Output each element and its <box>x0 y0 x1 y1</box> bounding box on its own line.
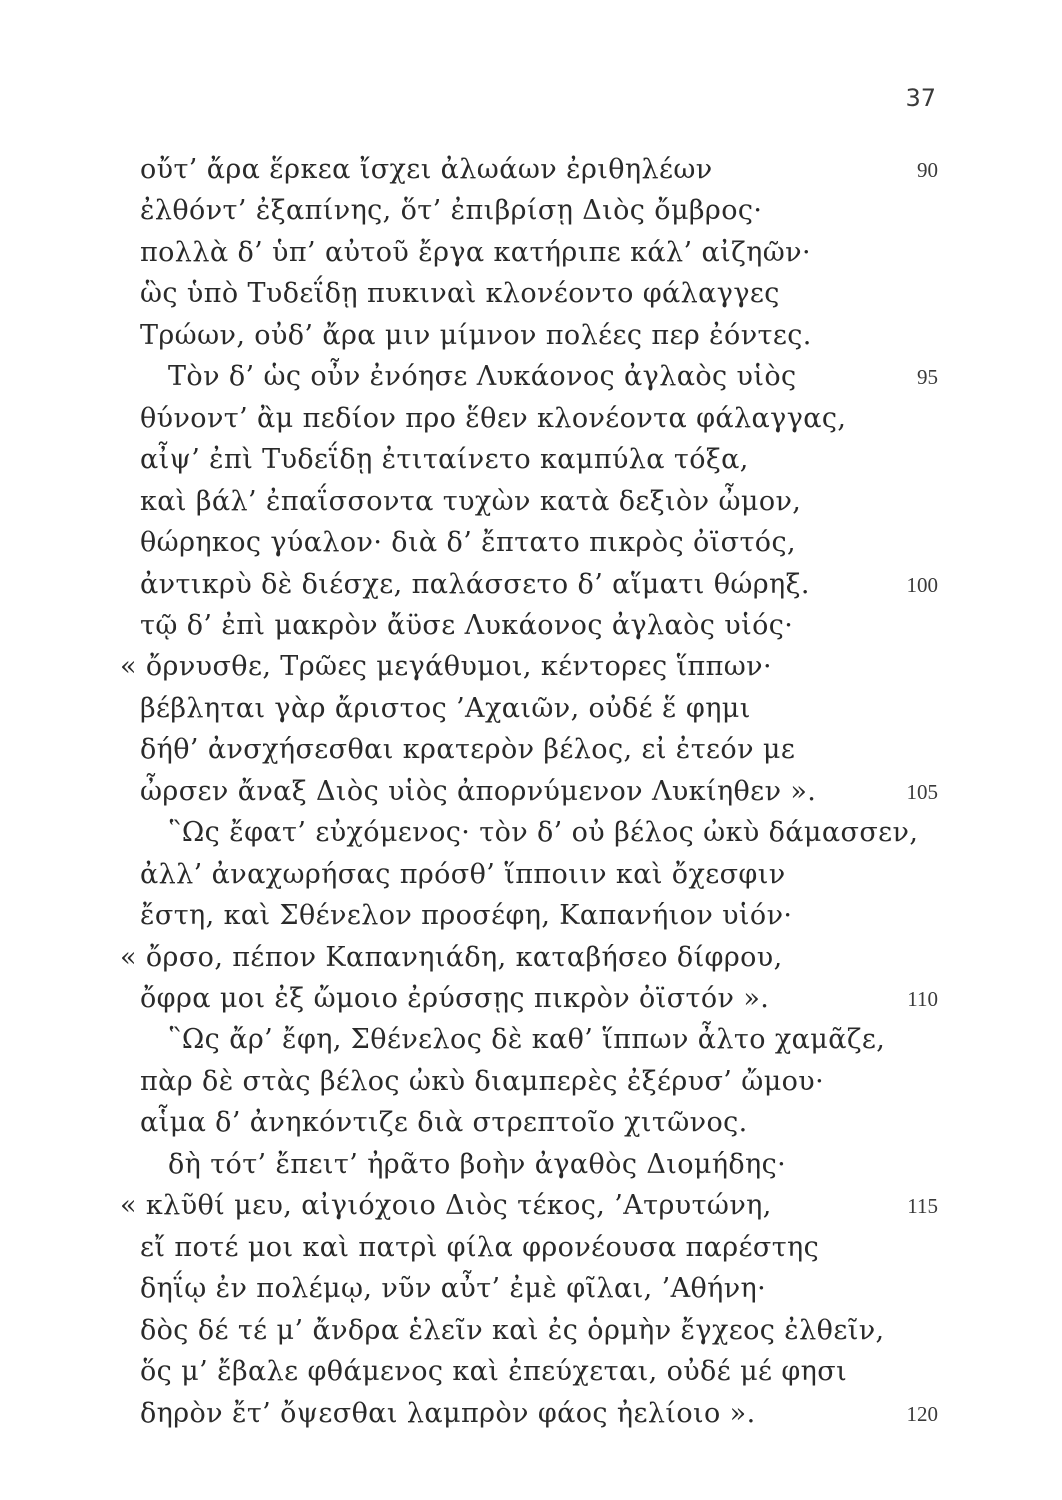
verse-text: ῝Ως ἄρ’ ἔφη, Σθένελος δὲ καθ’ ἵππων ἆλτο χαμᾶζε, <box>168 1024 886 1056</box>
verse-line <box>0 1103 1062 1143</box>
verse-line <box>0 274 1062 314</box>
verse-text: δὴ τότ’ ἔπειτ’ ἠρᾶτο βοὴν ἀγαθὸς Διομήδης· <box>168 1148 787 1180</box>
line-number: 120 <box>906 1401 938 1426</box>
verse-line <box>0 233 1062 273</box>
verse-text: ἔστη, καὶ Σθένελον προσέφη, Καπανήιον υἱόν· <box>140 900 793 932</box>
verse-text: ἐλθόντ’ ἐξαπίνης, ὅτ’ ἐπιβρίσῃ Διὸς ὄμβρος· <box>140 195 763 227</box>
verse-text: Τὸν δ’ ὡς οὖν ἐνόησε Λυκάονος ἀγλαὸς υἱὸς <box>168 361 797 393</box>
verse-line <box>0 896 1062 936</box>
verse-text: ἀλλ’ ἀναχωρήσας πρόσθ’ ἵπποιιν καὶ ὄχεσφιν <box>140 858 786 890</box>
verse-line <box>0 357 1062 397</box>
verse-line <box>0 1394 1062 1434</box>
verse-line <box>0 482 1062 522</box>
verse-line <box>0 191 1062 231</box>
line-number: 105 <box>906 779 938 804</box>
verse-line <box>0 938 1062 978</box>
verse-line <box>0 1269 1062 1309</box>
verse-text: οὔτ’ ἄρα ἕρκεα ἴσχει ἀλωάων ἐριθηλέων <box>140 154 713 185</box>
verse-text: θώρηκος γύαλον· διὰ δ’ ἔπτατο πικρὸς ὀϊστός, <box>140 527 796 559</box>
verse-text: πὰρ δὲ στὰς βέλος ὠκὺ διαμπερὲς ἐξέρυσ’ ὤμου· <box>140 1065 825 1097</box>
verse-text: τῷ δ’ ἐπὶ μακρὸν ἄϋσε Λυκάονος ἀγλαὸς υἱός· <box>140 609 794 641</box>
verse-line <box>0 565 1062 605</box>
verse-text: « κλῦθί μευ, αἰγιόχοιο Διὸς τέκος, ’Ατρυτώνη, <box>120 1190 772 1222</box>
verse-line <box>0 1311 1062 1351</box>
verse-text: πολλὰ δ’ ὑπ’ αὐτοῦ ἔργα κατήριπε κάλ’ αἰζηῶν· <box>140 236 811 268</box>
verse-line <box>0 399 1062 439</box>
line-number: 90 <box>917 158 938 182</box>
verse-text: δηρὸν ἔτ’ ὄψεσθαι λαμπρὸν φάος ἠελίοιο ». <box>140 1397 756 1429</box>
verse-text: βέβληται γὰρ ἄριστος ’Αχαιῶν, οὐδέ ἕ φημι <box>140 692 751 724</box>
verse-text: « ὄρνυσθε, Τρῶες μεγάθυμοι, κέντορες ἵππων· <box>120 651 772 683</box>
verse-text: εἴ ποτέ μοι καὶ πατρὶ φίλα φρονέουσα παρέστης <box>140 1231 820 1263</box>
verse-line <box>0 1228 1062 1268</box>
verse-text: ἀντικρὺ δὲ διέσχε, παλάσσετο δ’ αἵματι θώρηξ. <box>140 568 810 600</box>
verse-line <box>0 440 1062 480</box>
verse-line <box>0 316 1062 356</box>
verse-line <box>0 855 1062 895</box>
verse-line <box>0 979 1062 1019</box>
line-number: 110 <box>907 987 938 1011</box>
line-number: 115 <box>907 1194 938 1219</box>
verse-line <box>0 772 1062 812</box>
verse-line <box>0 689 1062 729</box>
verse-text: καὶ βάλ’ ἐπαΐσσοντα τυχὼν κατὰ δεξιὸν ὦμον, <box>140 485 802 517</box>
verse-text: αἶψ’ ἐπὶ Τυδεΐδῃ ἐτιταίνετο καμπύλα τόξα, <box>140 444 749 476</box>
verse-text: ὅς μ’ ἔβαλε φθάμενος καὶ ἐπεύχεται, οὐδέ μέ φησι <box>140 1356 848 1388</box>
line-number: 95 <box>917 365 938 390</box>
verse-line <box>0 730 1062 770</box>
verse-text: ὣς ὑπὸ Τυδεΐδῃ πυκιναὶ κλονέοντο φάλαγγες <box>140 278 780 310</box>
verse-line <box>0 150 1062 190</box>
verse-text: δήθ’ ἀνσχήσεσθαι κρατερὸν βέλος, εἰ ἐτεόν με <box>140 734 796 766</box>
verse-line <box>0 606 1062 646</box>
page-number: 37 <box>905 84 936 112</box>
verse-line <box>0 1186 1062 1226</box>
verse-text: δηΐῳ ἐν πολέμῳ, νῦν αὖτ’ ἐμὲ φῖλαι, ’Αθήνη· <box>140 1273 767 1305</box>
verse-text: ὄφρα μοι ἐξ ὤμοιο ἐρύσσῃς πικρὸν ὀϊστόν ». <box>140 983 770 1014</box>
verse-line <box>0 813 1062 853</box>
verse-text: αἷμα δ’ ἀνηκόντιζε διὰ στρεπτοῖο χιτῶνος. <box>140 1107 748 1139</box>
verse-text: Τρώων, οὐδ’ ἄρα μιν μίμνον πολέες περ ἐόντες. <box>140 319 812 351</box>
line-number: 100 <box>906 572 938 597</box>
verse-text: « ὄρσο, πέπον Καπανηιάδη, καταβήσεο δίφρου, <box>120 941 783 973</box>
verse-text: ὦρσεν ἄναξ Διὸς υἱὸς ἀπορνύμενον Λυκίηθεν ». <box>140 775 817 807</box>
verse-line <box>0 647 1062 687</box>
verse-text: θύνοντ’ ἂμ πεδίον προ ἕθεν κλονέοντα φάλαγγας, <box>140 402 847 434</box>
verse-text: δὸς δέ τέ μ’ ἄνδρα ἑλεῖν καὶ ἐς ὁρμὴν ἔγχεος ἐλθεῖν, <box>140 1314 885 1346</box>
verse-line <box>0 523 1062 563</box>
verse-line <box>0 1062 1062 1102</box>
verse-line <box>0 1352 1062 1392</box>
verse-line <box>0 1020 1062 1060</box>
verse-line <box>0 1145 1062 1185</box>
verse-text: ῝Ως ἔφατ’ εὐχόμενος· τὸν δ’ οὐ βέλος ὠκὺ δάμασσεν, <box>168 817 919 849</box>
